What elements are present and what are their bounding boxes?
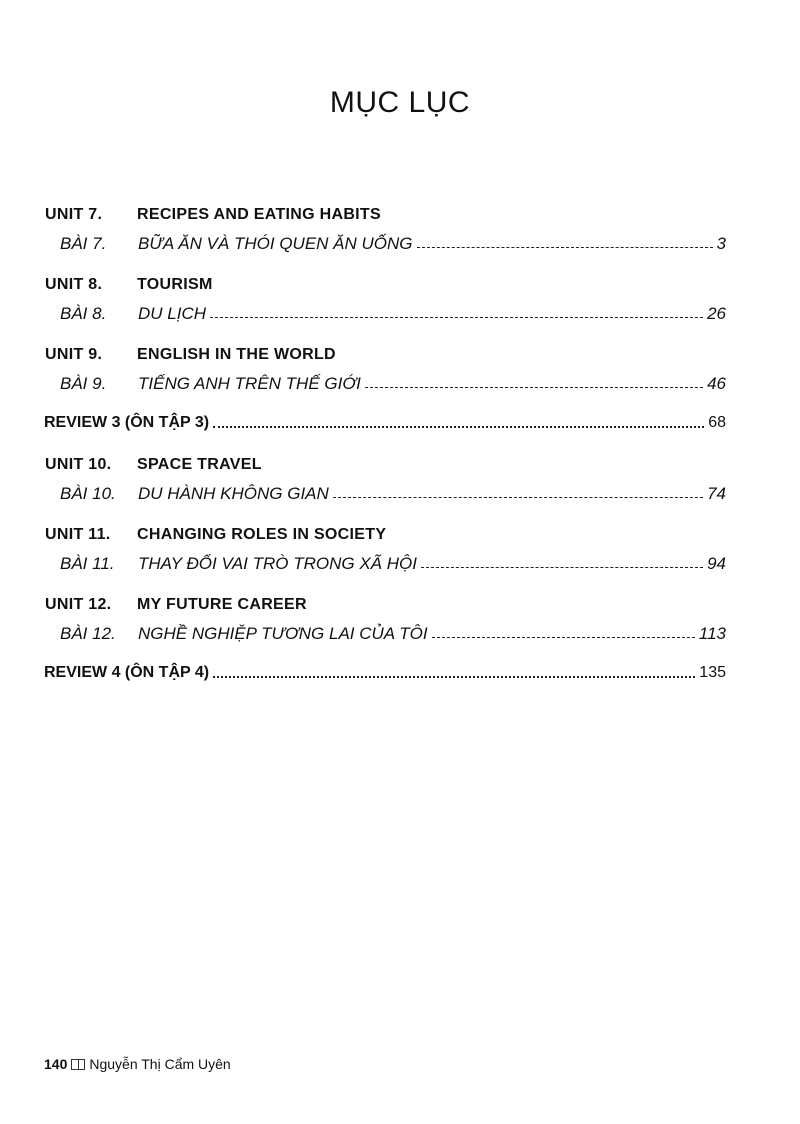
toc-entry <box>60 484 726 504</box>
unit-heading <box>45 206 381 224</box>
leader-dots <box>213 426 704 428</box>
lesson-title: DU HÀNH KHÔNG GIAN <box>138 484 329 503</box>
page-number: 46 <box>707 374 726 393</box>
unit-title: MY FUTURE CAREER <box>137 596 307 613</box>
lesson-title: DU LỊCH <box>138 304 207 323</box>
toc-entry <box>60 374 726 394</box>
page-number: 3 <box>716 234 726 253</box>
toc-entry <box>60 554 726 574</box>
page-number: 113 <box>698 624 726 643</box>
leader-dashes <box>421 567 703 568</box>
lesson-title: NGHỀ NGHIỆP TƯƠNG LAI CỦA TÔI <box>138 624 428 643</box>
page-number: 94 <box>707 554 726 573</box>
unit-heading <box>45 526 386 544</box>
author-name: Nguyễn Thị Cẩm Uyên <box>89 1056 231 1072</box>
lesson-label: BÀI 12. <box>60 624 116 643</box>
page-number: 26 <box>707 304 726 323</box>
unit-label: UNIT 7. <box>45 206 103 223</box>
lesson-label: BÀI 7. <box>60 234 107 253</box>
page-number: 68 <box>708 414 726 431</box>
unit-title: TOURISM <box>137 276 213 293</box>
unit-title: RECIPES AND EATING HABITS <box>137 206 381 223</box>
unit-label: UNIT 9. <box>45 346 103 363</box>
unit-title: SPACE TRAVEL <box>137 456 262 473</box>
unit-heading <box>45 276 213 294</box>
lesson-title: TIẾNG ANH TRÊN THẾ GIỚI <box>138 374 361 393</box>
unit-label: UNIT 11. <box>45 526 111 543</box>
unit-heading <box>45 346 336 364</box>
footer-page-number: 140 <box>44 1056 68 1072</box>
unit-label: UNIT 12. <box>45 596 112 613</box>
leader-dashes <box>333 497 703 498</box>
leader-dots <box>213 676 695 678</box>
unit-title: ENGLISH IN THE WORLD <box>137 346 336 363</box>
lesson-label: BÀI 10. <box>60 484 116 503</box>
toc-entry <box>60 624 726 644</box>
review-entry <box>44 414 726 432</box>
lesson-label: BÀI 11. <box>60 554 115 573</box>
unit-label: UNIT 8. <box>45 276 103 293</box>
review-entry <box>44 664 726 682</box>
unit-label: UNIT 10. <box>45 456 112 473</box>
unit-title: CHANGING ROLES IN SOCIETY <box>137 526 387 543</box>
book-icon <box>71 1059 85 1070</box>
unit-heading <box>45 456 262 474</box>
page-number: 74 <box>707 484 726 503</box>
toc-entry <box>60 234 726 254</box>
unit-heading <box>45 596 307 614</box>
lesson-title: BỮA ĂN VÀ THÓI QUEN ĂN UỐNG <box>138 234 413 253</box>
page-footer <box>44 1056 231 1072</box>
page-number: 135 <box>699 664 726 681</box>
toc-entry <box>60 304 726 324</box>
leader-dashes <box>432 637 695 638</box>
lesson-label: BÀI 9. <box>60 374 107 393</box>
lesson-title: THAY ĐỔI VAI TRÒ TRONG XÃ HỘI <box>138 554 417 573</box>
leader-dashes <box>365 387 703 388</box>
leader-dashes <box>210 317 703 318</box>
page-title: MỤC LỤC <box>329 86 471 119</box>
review-label: REVIEW 3 (ÔN TẬP 3) <box>44 414 210 431</box>
review-label: REVIEW 4 (ÔN TẬP 4) <box>44 664 210 681</box>
leader-dashes <box>417 247 713 248</box>
lesson-label: BÀI 8. <box>60 304 107 323</box>
